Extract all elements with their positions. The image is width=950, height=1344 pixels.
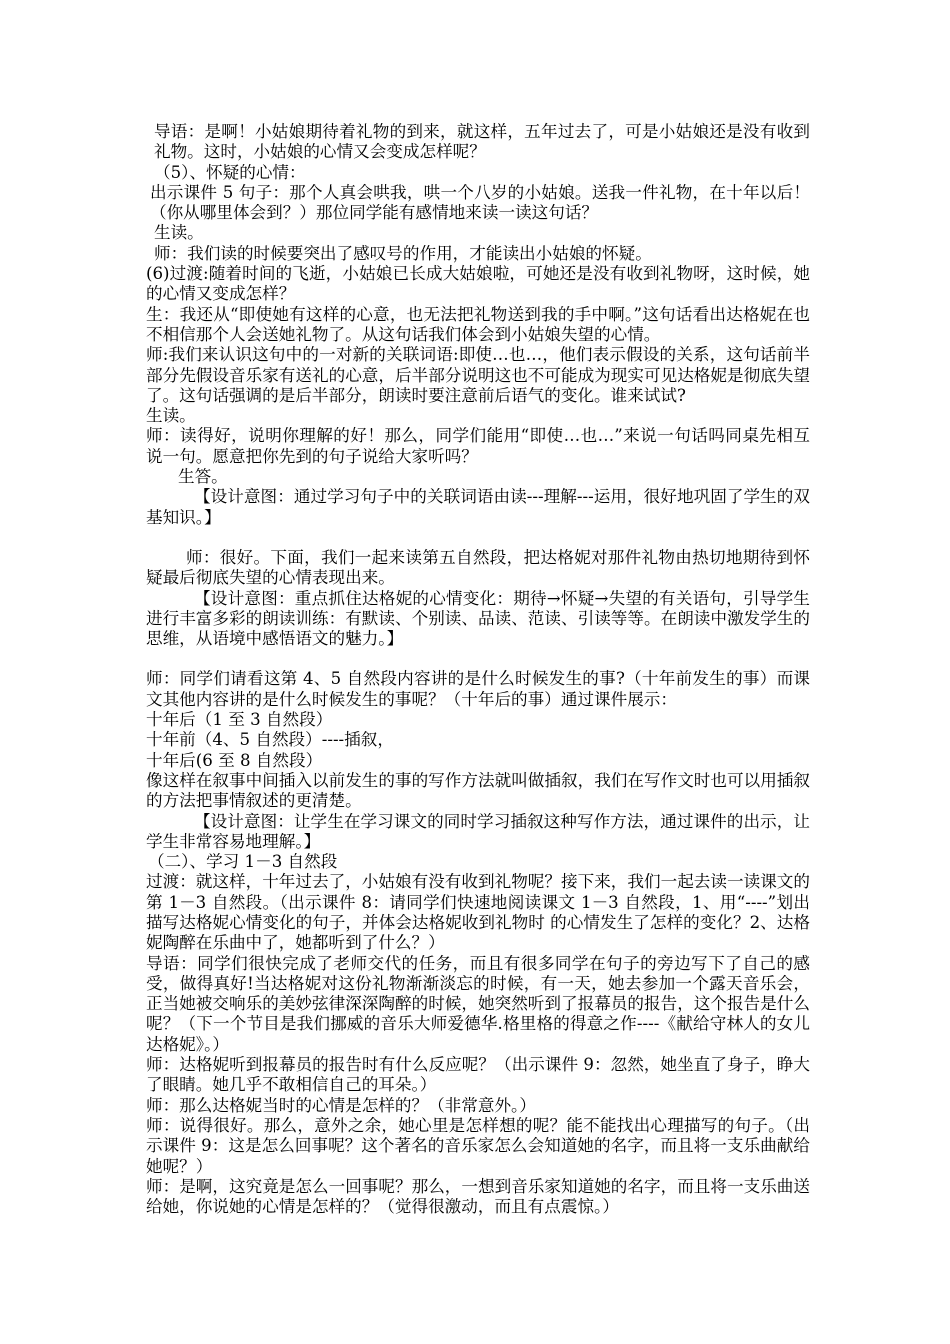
paragraph: 生：我还从“即使她有这样的心意，也无法把礼物送到我的手中啊。”这句话看出达格妮在也不相信那个人会送她礼物了。从这句话我们体会到小姑娘失望的心情。 (146, 304, 810, 344)
paragraph: 生读。 (146, 406, 196, 426)
paragraph: 师：达格妮听到报幕员的报告时有什么反应呢？（出示课件 9：忽然，她坐直了身子，睁大了眼睛。她几乎不敢相信自己的耳朵。） (146, 1055, 810, 1095)
paragraph: 师：是啊，这究竟是怎么一回事呢？那么，一想到音乐家知道她的名字，而且将一支乐曲送给她，你说她的心情是怎样的？（觉得很激动，而且有点震惊。） (146, 1176, 810, 1217)
paragraph: 像这样在叙事中间插入以前发生的事的写作方法就叫做插叙，我们在写作文时也可以用插叙的方法把事情叙述的更清楚。 (146, 770, 810, 811)
paragraph-intro: 导语：是啊！小姑娘期待着礼物的到来，就这样，五年过去了，可是小姑娘还是没有收到礼物。这时，小姑娘的心情又会变成怎样呢？ (154, 122, 810, 162)
document-body (146, 122, 810, 1217)
paragraph: 师：读得好，说明你理解的好！那么，同学们能用“即使…也…”来说一句话吗同桌先相互说一句。愿意把你先到的句子说给大家听吗？ (146, 426, 810, 466)
design-intent-note: 【设计意图：通过学习句子中的关联词语由读---理解---运用，很好地巩固了学生的双基知识。】 (146, 487, 810, 527)
list-item: 十年前（4、5 自然段）----插叙， (146, 730, 394, 750)
paragraph: 师:我们来认识这句中的一对新的关联词语:即使…也…，他们表示假设的关系，这句话前半部分先假设音乐家有送礼的心意，后半部分说明这也不可能成为现实可见达格妮是彻底失望了。这句话强调的是后半部分，朗读时要注意前后语气的变化。谁来试试? (146, 345, 810, 405)
section-heading: （二）、学习 1－3 自然段 (148, 852, 338, 872)
paragraph: 生答。 (178, 467, 228, 487)
paragraph: (6)过渡:随着时间的飞逝，小姑娘已长成大姑娘啦，可她还是没有收到礼物呀，这时候，她的心情又变成怎样？ (146, 264, 810, 304)
paragraph: 师：说得很好。那么，意外之余，她心里是怎样想的呢？能不能找出心理描写的句子。（出示课件 9：这是怎么回事呢？这个著名的音乐家怎么会知道她的名字，而且将一支乐曲献给她呢？） (146, 1115, 810, 1176)
paragraph: 过渡：就这样，十年过去了，小姑娘有没有收到礼物呢？接下来，我们一起去读一读课文的第 1－3 自然段。（出示课件 8：请同学们快速地阅读课文 1－3 自然段，1、用“----”划出描写达格妮心情变化的句子，并体会达格妮收到礼物时 的心情发生了怎样的变化？2、达格妮陶醉在乐曲中了，她都听到了什么？） (146, 872, 810, 953)
paragraph: 出示课件 5 句子：那个人真会哄我，哄一个八岁的小姑娘。送我一件礼物，在十年以后！（你从哪里体会到？）那位同学能有感情地来读一读这句话？ (150, 182, 810, 223)
list-item: 十年后（1 至 3 自然段） (146, 710, 333, 730)
paragraph: 师：同学们请看这第 4、5 自然段内容讲的是什么时候发生的事?（十年前发生的事）而课文其他内容讲的是什么时候发生的事呢？（十年后的事）通过课件展示： (146, 669, 810, 709)
paragraph: 师：那么达格妮当时的心情是怎样的？（非常意外。） (146, 1095, 536, 1115)
paragraph: 师：我们读的时候要突出了感叹号的作用，才能读出小姑娘的怀疑。 (154, 243, 652, 263)
design-intent-note: 【设计意图：重点抓住达格妮的心情变化：期待→怀疑→失望的有关语句，引导学生进行丰富多彩的朗读训练：有默读、个别读、品读、范读、引读等等。在朗读中激发学生的思维，从语境中感悟语文的魅力。】 (146, 588, 810, 649)
list-item: 十年后(6 至 8 自然段） (146, 750, 323, 770)
paragraph: 师：很好。下面，我们一起来读第五自然段，把达格妮对那件礼物由热切地期待到怀疑最后彻底失望的心情表现出来。 (146, 547, 810, 588)
design-intent-note: 【设计意图：让学生在学习课文的同时学习插叙这种写作方法，通过课件的出示，让学生非常容易地理解。】 (146, 811, 810, 851)
section-heading: （5）、怀疑的心情： (154, 162, 306, 182)
paragraph: 导语：同学们很快完成了老师交代的任务，而且有很多同学在句子的旁边写下了自己的感受，做得真好!当达格妮对这份礼物渐渐淡忘的时候，有一天，她去参加一个露天音乐会，正当她被交响乐的美妙弦律深深陶醉的时候，她突然听到了报幕员的报告，这个报告是什么呢？（下一个节目是我们挪威的音乐大师爱德华.格里格的得意之作----《献给守林人的女儿达格妮》。） (146, 953, 810, 1054)
paragraph: 生读。 (154, 223, 204, 243)
